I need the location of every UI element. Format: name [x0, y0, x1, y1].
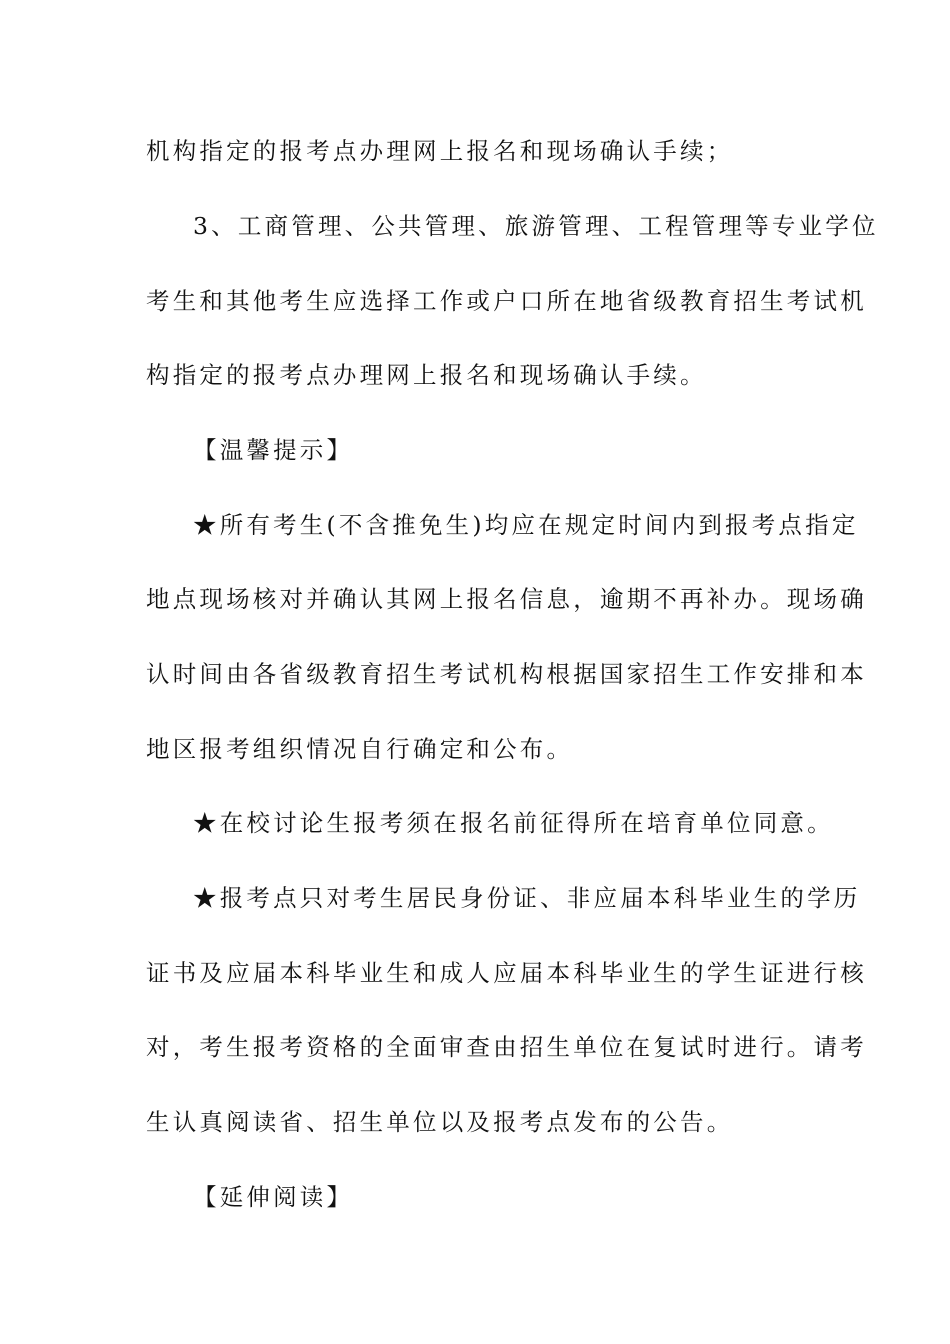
text-line-4: 构指定的报考点办理网上报名和现场确认手续。 [146, 361, 707, 389]
text-line-14: 生认真阅读省、招生单位以及报考点发布的公告。 [146, 1108, 734, 1136]
section-heading-extended-reading: 【延伸阅读】 [193, 1183, 354, 1211]
text-line-1: 机构指定的报考点办理网上报名和现场确认手续； [146, 137, 734, 165]
text-line-7: 地点现场核对并确认其网上报名信息，逾期不再补办。现场确 [146, 585, 867, 613]
text-line-2: 3、工商管理、公共管理、旅游管理、工程管理等专业学位 [193, 212, 879, 240]
text-line-10: ★在校讨论生报考须在报名前征得所在培育单位同意。 [193, 809, 834, 837]
section-heading-tips: 【温馨提示】 [193, 436, 354, 464]
text-line-8: 认时间由各省级教育招生考试机构根据国家招生工作安排和本 [146, 660, 867, 688]
text-line-6: ★所有考生(不含推免生)均应在规定时间内到报考点指定 [193, 511, 859, 539]
text-line-9: 地区报考组织情况自行确定和公布。 [146, 735, 574, 763]
text-line-12: 证书及应届本科毕业生和成人应届本科毕业生的学生证进行核 [146, 959, 867, 987]
text-line-3: 考生和其他考生应选择工作或户口所在地省级教育招生考试机 [146, 287, 867, 315]
text-line-13: 对，考生报考资格的全面审查由招生单位在复试时进行。请考 [146, 1033, 867, 1061]
text-line-11: ★报考点只对考生居民身份证、非应届本科毕业生的学历 [193, 884, 861, 912]
